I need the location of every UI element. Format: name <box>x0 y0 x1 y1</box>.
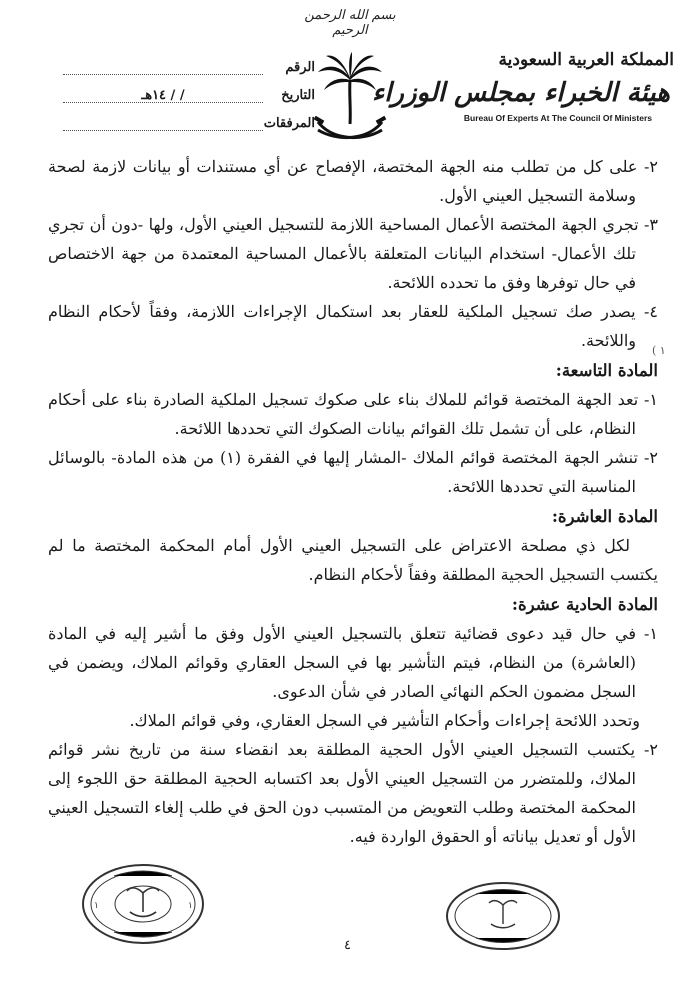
article-11-item-1-sub: وتحدد اللائحة إجراءات وأحكام التأشير في السجل العقاري، وفي قوائم الملاك. <box>129 711 640 730</box>
reference-label: الرقم <box>285 60 315 75</box>
margin-annotation: ( ١ <box>652 344 666 357</box>
attachments-field <box>40 116 315 134</box>
article-11-title: المادة الحادية عشرة: <box>511 595 658 614</box>
article-11-item-2: ٢- يكتسب التسجيل العيني الأول الحجية المطلقة بعد انقضاء سنة من تاريخ نشر قوائم الملاك، وللمتضرر من التسجيل العيني الأول بعد اكتسابه الحجية المطلقة حق اللجوء إلى المحكمة المختصة وطلب التعويض من المتسبب دون الحق في طلب إلغاء التسجيل العيني الأول أو تعديل بياناته أو الحقوق الواردة فيه. <box>48 740 658 846</box>
article-10-title: المادة العاشرة: <box>551 507 658 526</box>
general-secretariat-seal-stamp <box>444 880 562 952</box>
date-value: / / ١٤هـ <box>141 88 185 103</box>
document-body <box>48 152 658 851</box>
attachments-label: المرفقات <box>263 116 315 131</box>
svg-text:١: ١ <box>94 901 99 911</box>
reference-dotted-line <box>63 74 263 75</box>
article-8-item-3: ٣- تجري الجهة المختصة الأعمال المساحية اللازمة للتسجيل العيني الأول، ولها -دون أن تجري تلك الأعمال- استخدام البيانات المتعلقة بالأعمال المساحية المعتمدة من جهة الاختصاص في حال توفرها وفق ما تحدده اللائحة. <box>48 215 658 292</box>
bureau-name-english: Bureau Of Experts At The Council Of Ministers <box>463 113 652 123</box>
article-9-item-1: ١- تعد الجهة المختصة قوائم للملاك بناء على صكوك تسجيل الملكية الصادرة بناء على أحكام النظام، على أن تشمل تلك القوائم بيانات الصكوك التي تحددها اللائحة. <box>48 390 658 438</box>
article-10-text: لكل ذي مصلحة الاعتراض على التسجيل العيني الأول أمام المحكمة المختصة ما لم يكتسب التسجيل الحجية المطلقة وفقاً لأحكام النظام. <box>48 536 658 584</box>
bureau-seal-stamp <box>80 862 206 946</box>
bureau-name-arabic: هيئة الخبراء بمجلس الوزراء <box>371 78 670 108</box>
article-8-item-2: ٢- على كل من تطلب منه الجهة المختصة، الإفصاح عن أي مستندات أو بيانات لازمة لصحة وسلامة التسجيل العيني الأول. <box>48 157 659 205</box>
date-field <box>40 88 315 106</box>
article-11-item-1: ١- في حال قيد دعوى قضائية تتعلق بالتسجيل العيني الأول وفق ما أشير إليه في المادة (العاشرة) من النظام، فيتم التأشير بها في السجل العقاري وقوائم الملاك، ويضمن في السجل مضمون الحكم النهائي الصادر في شأن الدعوى. <box>48 624 659 701</box>
article-9-title: المادة التاسعة: <box>555 361 658 380</box>
article-9-item-2: ٢- تنشر الجهة المختصة قوائم الملاك -المشار إليها في الفقرة (١) من هذه المادة- بالوسائل المناسبة التي تحددها اللائحة. <box>48 448 659 496</box>
basmala: بسم الله الرحمن الرحيم <box>304 8 396 38</box>
date-label: التاريخ <box>281 88 315 103</box>
svg-text:١: ١ <box>188 901 193 911</box>
attachments-dotted-line <box>63 130 263 131</box>
kingdom-name: المملكة العربية السعودية <box>498 50 674 70</box>
reference-field <box>40 60 315 78</box>
page-number: ٤ <box>344 938 351 953</box>
article-8-item-4: ٤- يصدر صك تسجيل الملكية للعقار بعد استكمال الإجراءات اللازمة، وفقاً لأحكام النظام واللائحة. <box>48 302 658 350</box>
